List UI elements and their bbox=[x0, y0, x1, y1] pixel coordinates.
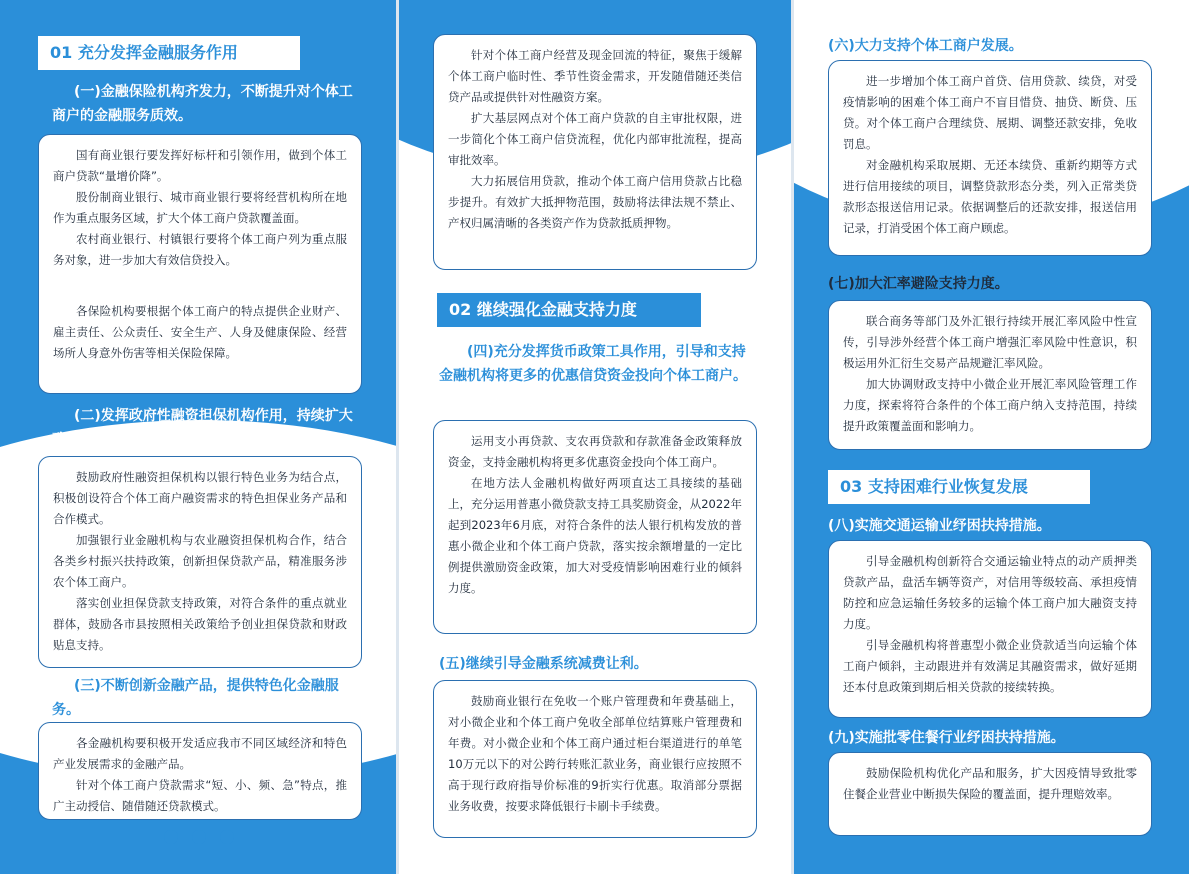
paragraph: 在地方法人金融机构做好两项直达工具接续的基础上，充分运用普惠小微贷款支持工具奖励资金，从2022年起到2023年6月底，对符合条件的法人银行机构发放的普惠小微企业和个体工商户贷款，落实按余额增量的一定比例提供激励资金政策，加大对受疫情影响困难行业的倾斜力度。 bbox=[448, 476, 742, 595]
card-guarantee bbox=[38, 456, 362, 668]
card-exchange-rate bbox=[828, 300, 1152, 450]
paragraph: 大力拓展信用贷款，推动个体工商户信用贷款占比稳步提升。有效扩大抵押物范围，鼓励将法律法规不禁止、产权归属清晰的各类资产作为贷款抵质押物。 bbox=[448, 174, 742, 230]
subheading-3: (三)不断创新金融产品，提供特色化金融服务。 bbox=[52, 678, 339, 718]
section-title-03: 03 支持困难行业恢复发展 bbox=[828, 470, 1090, 504]
paragraph: 引导金融机构创新符合交通运输业特点的动产质押类贷款产品，盘活车辆等资产，对信用等级较高、承担疫情防控和应急运输任务较多的运输个体工商户加大融资支持力度。 bbox=[843, 554, 1137, 631]
paragraph: 运用支小再贷款、支农再贷款和存款准备金政策释放资金，支持金融机构将更多优惠资金投向个体工商户。 bbox=[448, 434, 742, 469]
paragraph: 进一步增加个体工商户首贷、信用贷款、续贷，对受疫情影响的困难个体工商户不盲目惜贷、抽贷、断贷、压贷。对个体工商户合理续贷、展期、调整还款安排，免收罚息。 bbox=[843, 74, 1137, 151]
paragraph: 扩大基层网点对个体工商户贷款的自主审批权限，进一步简化个体工商户信贷流程，优化内部审批流程，提高审批效率。 bbox=[448, 111, 742, 167]
card-products bbox=[38, 722, 362, 820]
dot-icon bbox=[220, 830, 234, 844]
card-credit-products bbox=[433, 34, 757, 270]
panel-left bbox=[0, 0, 396, 874]
paragraph: 针对个体工商户贷款需求“短、小、频、急”特点，推广主动授信、随借随还贷款模式。 bbox=[53, 778, 347, 813]
subheading-1: (一)金融保险机构齐发力，不断提升对个体工商户的金融服务质效。 bbox=[52, 84, 353, 124]
paragraph: 股份制商业银行、城市商业银行要将经营机构所在地作为重点服务区域，扩大个体工商户贷款覆盖面。 bbox=[53, 190, 347, 225]
paragraph: 鼓励政府性融资担保机构以银行特色业务为结合点，积极创设符合个体工商户融资需求的特色担保业务产品和合作模式。 bbox=[53, 470, 347, 526]
panel-middle bbox=[399, 0, 791, 874]
paragraph: 引导金融机构将普惠型小微企业贷款适当向运输个体工商户倾斜，主动跟进并有效满足其融资需求，做好延期还本付息政策到期后相关贷款的接续转换。 bbox=[843, 638, 1137, 694]
paragraph: 国有商业银行要发挥好标杆和引领作用，做到个体工商户贷款“量增价降”。 bbox=[53, 148, 347, 183]
subheading-9: (九)实施批零住餐行业纾困扶持措施。 bbox=[828, 730, 1065, 746]
paragraph: 鼓励商业银行在免收一个账户管理费和年费基础上，对小微企业和个体工商户免收全部单位结算账户管理费和年费。对小微企业和个体工商户通过柜台渠道进行的单笔10万元以下的对公跨行转账汇款业务，商业银行应按照不高于现行政府指导价标准的9折实行优惠。取消部分票据业务收费，按要求降低银行卡刷卡手续费。 bbox=[448, 694, 742, 813]
subheading-4: (四)充分发挥货币政策工具作用，引导和支持金融机构将更多的优惠信贷资金投向个体工商户。 bbox=[439, 344, 747, 384]
paragraph: 各金融机构要积极开发适应我市不同区域经济和特色产业发展需求的金融产品。 bbox=[53, 736, 347, 771]
dot-icon bbox=[192, 830, 206, 844]
card-fee-reduction bbox=[433, 680, 757, 838]
card-monetary-policy bbox=[433, 420, 757, 634]
page-dots bbox=[164, 830, 234, 844]
subheading-7: (七)加大汇率避险支持力度。 bbox=[828, 276, 1009, 292]
paragraph: 农村商业银行、村镇银行要将个体工商户列为重点服务对象，进一步加大有效信贷投入。 bbox=[53, 232, 347, 267]
paragraph: 针对个体工商户经营及现金回流的特征，聚焦于缓解个体工商户临时性、季节性资金需求，开发随借随还类信贷产品或提供针对性融资方案。 bbox=[448, 48, 742, 104]
section-title-02: 02 继续强化金融支持力度 bbox=[437, 293, 701, 327]
card-transport bbox=[828, 540, 1152, 718]
dot-icon bbox=[164, 830, 178, 844]
subheading-6: (六)大力支持个体工商户发展。 bbox=[828, 38, 1023, 54]
paragraph: 鼓励保险机构优化产品和服务，扩大因疫情导致批零住餐企业营业中断损失保险的覆盖面，提升理赔效率。 bbox=[843, 766, 1137, 801]
paragraph: 联合商务等部门及外汇银行持续开展汇率风险中性宣传，引导涉外经营个体工商户增强汇率风险中性意识，积极运用外汇衍生交易产品规避汇率风险。 bbox=[843, 314, 1137, 370]
subheading-2: (二)发挥政府性融资担保机构作用，持续扩大政府性融资担保覆盖面。 bbox=[52, 408, 353, 448]
card-retail-catering bbox=[828, 752, 1152, 836]
paragraph: 加强银行业金融机构与农业融资担保机构合作，结合各类乡村振兴扶持政策，创新担保贷款产品，精准服务涉农个体工商户。 bbox=[53, 533, 347, 589]
subheading-5: (五)继续引导金融系统减费让利。 bbox=[439, 656, 648, 672]
section-title-01: 01 充分发挥金融服务作用 bbox=[38, 36, 300, 70]
paragraph: 对金融机构采取展期、无还本续贷、重新约期等方式进行信用接续的项目，调整贷款形态分类，列入正常类贷款形态报送信用记录。依据调整后的还款安排，报送信用记录，打消受困个体工商户顾虑。 bbox=[843, 158, 1137, 235]
paragraph: 落实创业担保贷款支持政策，对符合条件的重点就业群体，鼓励各市县按照相关政策给予创业担保贷款和财政贴息支持。 bbox=[53, 596, 347, 652]
subheading-8: (八)实施交通运输业纾困扶持措施。 bbox=[828, 518, 1051, 534]
paragraph: 加大协调财政支持中小微企业开展汇率风险管理工作力度，探索将符合条件的个体工商户纳入支持范围，持续提升政策覆盖面和影响力。 bbox=[843, 377, 1137, 433]
card-bank-insurance bbox=[38, 134, 362, 394]
panel-right bbox=[794, 0, 1189, 874]
card-support-development bbox=[828, 60, 1152, 256]
paragraph: 各保险机构要根据个体工商户的特点提供企业财产、雇主责任、公众责任、安全生产、人身及健康保险、经营场所人身意外伤害等相关保险保障。 bbox=[53, 304, 347, 360]
